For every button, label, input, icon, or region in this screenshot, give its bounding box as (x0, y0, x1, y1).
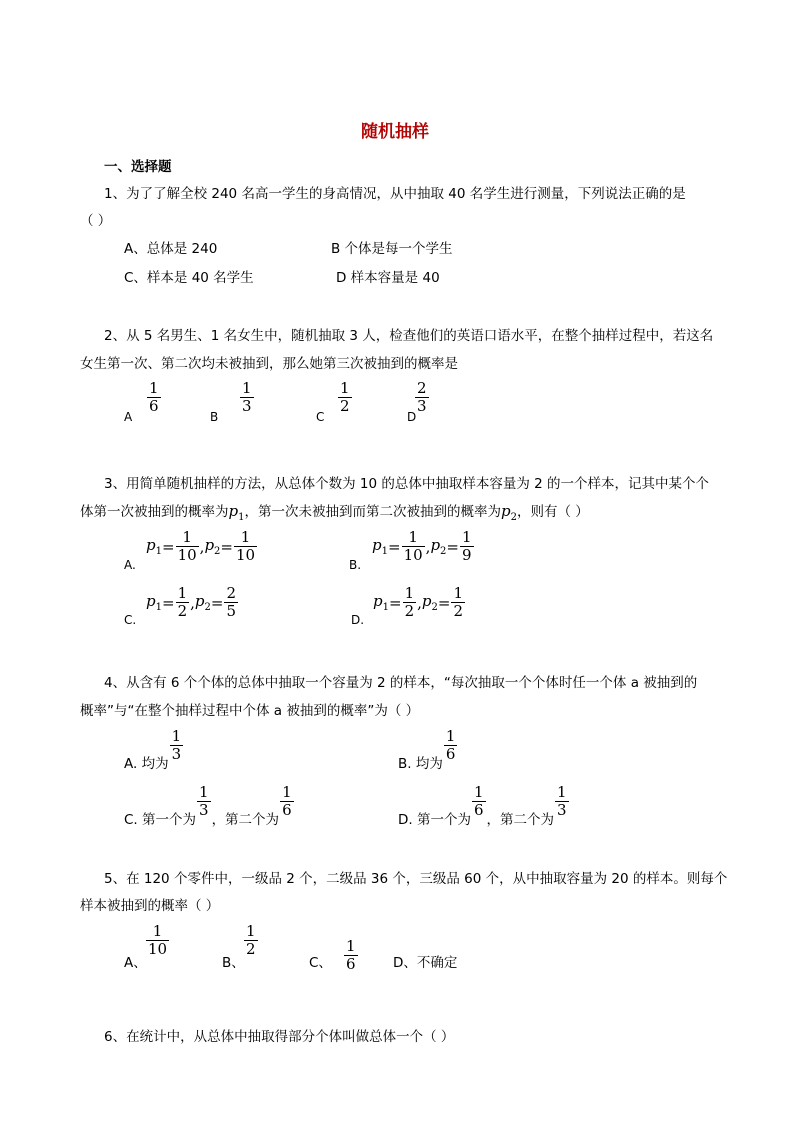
fraction: $\frac{1}{6}$ (346, 937, 356, 974)
question-2-option-d-label: D (407, 410, 417, 424)
question-2-option-c (337, 380, 353, 416)
fraction: $\frac{1}{2}$ (177, 584, 188, 621)
question-3-option-b-label: B. (349, 558, 362, 572)
question-5-option-c (343, 938, 359, 974)
question-2-option-b-label: B (210, 410, 219, 424)
p1-symbol: $p_1$ (228, 502, 245, 523)
question-5-option-b-label: B、 (222, 955, 245, 971)
question-4-line-2: 概率”与“在整个抽样过程中个体 a 被抽到的概率”为（ ） (80, 703, 420, 719)
question-4-option-d: D. 第一个为 $\frac{1}{6}$ ，第二个为 $\frac{1}{3}$ (398, 783, 567, 828)
question-3-line-2: 体第一次被抽到的概率为$p_1$，第一次未被抽到而第二次被抽到的概率为$p_2$，则有（ ） (80, 502, 589, 523)
fraction: $\frac{2}{5}$ (226, 584, 236, 621)
question-1-line-1: 1、为了了解全校 240 名高一学生的身高情况，从中抽取 40 名学生进行测量，下列说法正确的是 (104, 186, 686, 202)
question-5-line-1: 5、在 120 个零件中，一级品 2 个，二级品 36 个，三级品 60 个，从中抽取容量为 20 的样本。则每个 (104, 871, 728, 887)
fraction: $\frac{1}{10}$ (403, 528, 423, 565)
question-1-line-2: （ ） (80, 213, 112, 229)
question-3-option-a: $p_1$ = $\frac{1}{10}$ , $p_2$ = $\frac{1}{10}$ (146, 528, 256, 565)
fraction: $\frac{1}{3}$ (557, 783, 567, 820)
question-5-option-a-label: A、 (124, 955, 147, 971)
fraction: $\frac{1}{6}$ (149, 379, 159, 416)
fraction: $\frac{1}{2}$ (340, 379, 350, 416)
question-5-option-d: D、不确定 (393, 955, 458, 971)
fraction: $\frac{1}{2}$ (453, 584, 463, 621)
question-3-line-1: 3、用简单随机抽样的方法，从总体个数为 10 的总体中抽取样本容量为 2 的一个样本，记其中某个个 (104, 476, 710, 492)
fraction: $\frac{1}{2}$ (246, 922, 256, 959)
fraction: $\frac{1}{2}$ (404, 584, 415, 621)
question-5-option-c-label: C、 (309, 955, 332, 971)
fraction: $\frac{1}{10}$ (236, 528, 256, 565)
question-5-option-a (145, 923, 170, 959)
question-3-option-c-label: C. (124, 613, 137, 627)
question-3-option-d-label: D. (351, 613, 365, 627)
question-3-option-a-label: A. (124, 558, 136, 572)
fraction: $\frac{1}{3}$ (242, 379, 252, 416)
fraction: $\frac{1}{10}$ (177, 528, 197, 565)
question-5-line-2: 样本被抽到的概率（ ） (80, 898, 220, 914)
question-3-option-b: $p_1$ = $\frac{1}{10}$ , $p_2$ = $\frac{1}{9}$ (372, 528, 472, 565)
fraction: $\frac{1}{6}$ (282, 783, 292, 820)
question-2-option-d (414, 380, 430, 416)
fraction: $\frac{1}{6}$ (445, 727, 456, 764)
question-1-option-d: D 样本容量是 40 (336, 270, 440, 286)
question-6-line-1: 6、在统计中，从总体中抽取得部分个体叫做总体一个（ ） (104, 1029, 455, 1045)
question-1-option-c: C、样本是 40 名学生 (124, 270, 254, 286)
question-1-option-b: B 个体是每一个学生 (331, 241, 453, 257)
fraction: $\frac{1}{3}$ (199, 783, 209, 820)
question-4-option-b: B. 均为 $\frac{1}{6}$ (398, 727, 456, 772)
question-4-option-a: A. 均为 $\frac{1}{3}$ (124, 727, 182, 772)
question-2-option-a-label: A (124, 410, 133, 424)
question-2-option-b (239, 380, 255, 416)
question-2-line-2: 女生第一次、第二次均未被抽到，那么她第三次被抽到的概率是 (80, 356, 458, 372)
question-4-option-c: C. 第一个为 $\frac{1}{3}$ ，第二个为 $\frac{1}{6}$ (124, 783, 292, 828)
question-3-option-c: $p_1$ = $\frac{1}{2}$ , $p_2$ = $\frac{2}{5}$ (146, 584, 236, 621)
question-1-option-a: A、总体是 240 (124, 241, 218, 257)
question-4-line-1: 4、从含有 6 个个体的总体中抽取一个容量为 2 的样本，“每次抽取一个个体时任一个体 a 被抽到的 (104, 675, 698, 691)
question-2-option-a (146, 380, 162, 416)
page-title: 随机抽样 (361, 122, 429, 142)
fraction: $\frac{1}{6}$ (473, 783, 484, 820)
question-2-option-c-label: C (316, 410, 325, 424)
fraction: $\frac{1}{3}$ (171, 727, 182, 764)
fraction: $\frac{2}{3}$ (417, 379, 427, 416)
question-3-option-d: $p_1$ = $\frac{1}{2}$ , $p_2$ = $\frac{1}{2}$ (373, 584, 463, 621)
question-5-option-b (243, 923, 259, 959)
fraction: $\frac{1}{10}$ (148, 922, 168, 959)
fraction: $\frac{1}{9}$ (462, 528, 472, 565)
question-2-line-1: 2、从 5 名男生、1 名女生中，随机抽取 3 人，检查他们的英语口语水平，在整个抽样过程中，若这名 (104, 328, 714, 344)
p2-symbol: $p_2$ (500, 502, 517, 523)
section-heading: 一、选择题 (104, 159, 172, 175)
